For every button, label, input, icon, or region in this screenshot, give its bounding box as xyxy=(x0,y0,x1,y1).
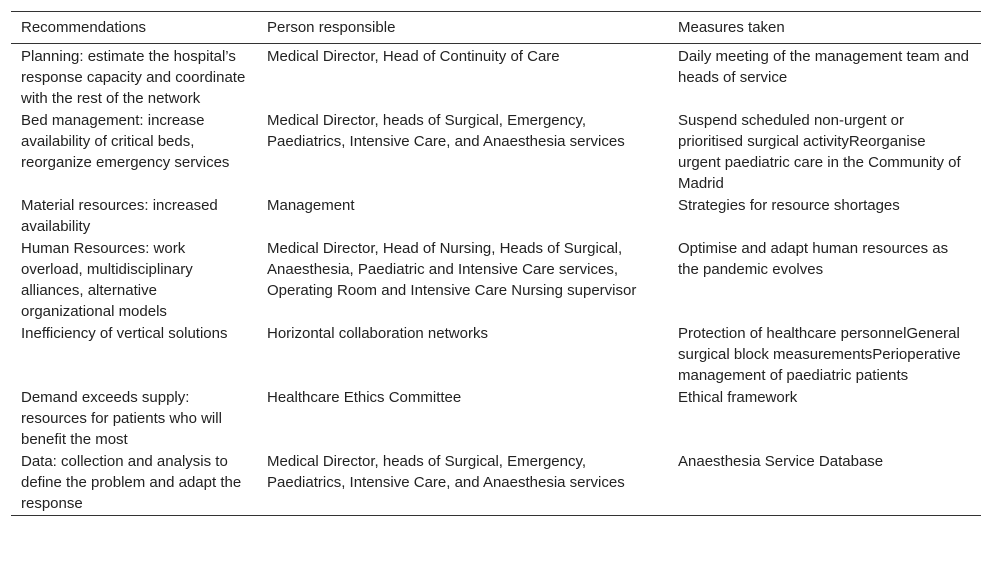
table-row xyxy=(11,238,981,323)
cell-person-responsible: Management xyxy=(267,197,355,214)
table-body xyxy=(11,44,981,516)
table-row xyxy=(11,451,981,516)
table-row xyxy=(11,44,981,111)
table-header xyxy=(11,12,981,44)
cell-recommendation: Human Resources: work overload, multidisciplinary alliances, alternative organizational models xyxy=(21,240,193,320)
cell-measures-taken: Ethical framework xyxy=(678,389,798,406)
header-person-responsible: Person responsible xyxy=(267,19,396,36)
table-row xyxy=(11,195,981,238)
recommendations-table xyxy=(11,11,981,516)
cell-person-responsible: Medical Director, Head of Continuity of Care xyxy=(267,48,560,65)
table-row xyxy=(11,323,981,387)
cell-measures-taken: Optimise and adapt human resources as the pandemic evolves xyxy=(678,240,949,278)
cell-measures-taken: Strategies for resource shortages xyxy=(678,197,900,214)
cell-measures-taken: Suspend scheduled non-urgent or prioritised surgical activityReorganise urgent paediatric care in the Community of Madrid xyxy=(678,112,961,192)
cell-recommendation: Material resources: increased availability xyxy=(21,197,218,235)
cell-measures-taken: Daily meeting of the management team and heads of service xyxy=(678,48,969,86)
cell-recommendation: Demand exceeds supply: resources for patients who will benefit the most xyxy=(21,389,222,448)
recommendations-table-container xyxy=(11,11,981,516)
cell-measures-taken: Anaesthesia Service Database xyxy=(678,453,884,470)
cell-person-responsible: Healthcare Ethics Committee xyxy=(267,389,462,406)
header-row xyxy=(11,12,981,44)
header-recommendations: Recommendations xyxy=(21,19,147,36)
cell-measures-taken: Protection of healthcare personnelGeneral surgical block measurementsPerioperative management of paediatric patients xyxy=(678,325,961,384)
cell-recommendation: Bed management: increase availability of critical beds, reorganize emergency services xyxy=(21,112,230,171)
header-measures-taken: Measures taken xyxy=(678,19,785,36)
cell-person-responsible: Medical Director, heads of Surgical, Emergency, Paediatrics, Intensive Care, and Anaesthesia services xyxy=(267,453,625,491)
cell-recommendation: Inefficiency of vertical solutions xyxy=(21,325,228,342)
cell-recommendation: Data: collection and analysis to define the problem and adapt the response xyxy=(21,453,242,512)
cell-recommendation: Planning: estimate the hospital’s response capacity and coordinate with the rest of the network xyxy=(21,48,246,107)
table-row xyxy=(11,387,981,451)
cell-person-responsible: Medical Director, Head of Nursing, Heads of Surgical, Anaesthesia, Paediatric and Intensive Care services, Operating Room and Intensive Care Nursing supervisor xyxy=(267,240,637,299)
table-row xyxy=(11,110,981,195)
cell-person-responsible: Horizontal collaboration networks xyxy=(267,325,488,342)
cell-person-responsible: Medical Director, heads of Surgical, Emergency, Paediatrics, Intensive Care, and Anaesthesia services xyxy=(267,112,625,150)
